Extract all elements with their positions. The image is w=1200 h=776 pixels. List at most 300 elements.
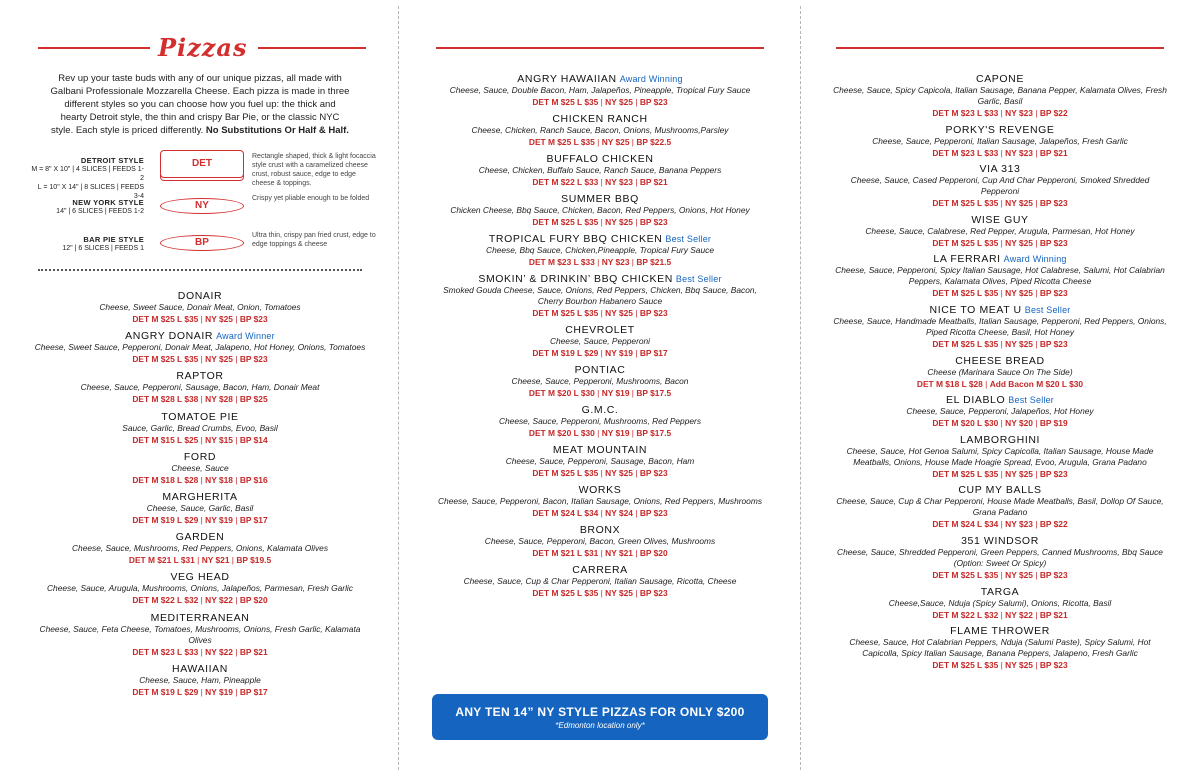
menu-item-description: Cheese, Sweet Sauce, Donair Meat, Onion, Tomatoes xyxy=(99,302,301,312)
price-option: DET M $23 L $33 xyxy=(132,646,199,657)
menu-item xyxy=(832,586,1168,621)
menu-item-description: Cheese, Sauce, Pepperoni, Sausage, Bacon, Ham xyxy=(505,456,695,466)
price-option: Add Bacon M $20 L $30 xyxy=(989,378,1084,389)
menu-item-header xyxy=(430,113,770,125)
menu-item-header xyxy=(832,625,1168,637)
menu-item-header xyxy=(30,491,370,503)
menu-item-badge: Best Seller xyxy=(1008,395,1055,406)
price-separator: | xyxy=(598,508,606,518)
round-pizza-shape-icon: NY xyxy=(160,198,244,214)
menu-item-description: Cheese, Sauce, Pepperoni, Mushrooms, Bacon xyxy=(511,376,689,386)
menu-item-price xyxy=(430,507,770,519)
price-separator: | xyxy=(629,388,637,398)
menu-item-price xyxy=(832,107,1168,119)
price-separator: | xyxy=(998,660,1006,671)
price-separator: | xyxy=(998,108,1006,118)
menu-item-description: Cheese, Sauce, Garlic, Basil xyxy=(146,502,254,513)
menu-item xyxy=(30,663,370,698)
menu-item-price xyxy=(30,474,370,486)
price-option: DET M $23 L $33 xyxy=(932,147,999,158)
price-separator: | xyxy=(1032,569,1040,580)
menu-item-name: GARDEN xyxy=(175,531,225,544)
menu-item xyxy=(430,444,770,479)
price-option: DET M $19 L $29 xyxy=(132,514,199,525)
menu-item-price xyxy=(832,468,1168,480)
price-option: NY $25 xyxy=(1005,660,1033,671)
menu-item xyxy=(430,324,770,359)
menu-item xyxy=(430,273,770,319)
price-option: DET M $25 L $35 xyxy=(132,314,199,324)
price-option: BP $23 xyxy=(239,314,268,324)
price-option: NY $22 xyxy=(205,646,233,657)
price-separator: | xyxy=(998,569,1006,580)
menu-item-header xyxy=(30,571,370,583)
menu-item-description: Cheese, Sauce, Cup & Char Pepperoni, House Made Meatballs, Basil, Dollop Of Sauce, Grana Padano xyxy=(836,496,1164,518)
menu-item-price xyxy=(430,176,770,188)
menu-item-description: Cheese, Chicken, Buffalo Sauce, Ranch Sauce, Banana Peppers xyxy=(478,165,722,175)
menu-item-description: Cheese, Sauce, Pepperoni, Mushrooms, Red Peppers xyxy=(498,416,702,426)
price-separator: | xyxy=(598,588,606,598)
crust-style-size: M = 8" X 10" | 4 SLICES | FEEDS 1-2 xyxy=(31,166,144,182)
menu-item-price xyxy=(30,313,370,325)
menu-item xyxy=(430,233,770,268)
price-option: BP $20 xyxy=(239,595,268,606)
price-option: BP $23 xyxy=(1039,660,1068,671)
price-option: NY $25 xyxy=(605,308,633,318)
crust-style-size: 14" | 6 SLICES | FEEDS 1-2 xyxy=(56,208,144,215)
price-option: DET M $25 L $35 xyxy=(932,468,999,479)
price-option: NY $23 xyxy=(605,177,633,187)
price-separator: | xyxy=(1032,609,1040,620)
crust-style-description: Crispy yet pliable enough to be folded xyxy=(252,195,370,202)
price-separator: | xyxy=(232,686,240,697)
menu-item-name: FORD xyxy=(183,450,217,463)
menu-item-price xyxy=(30,646,370,658)
price-option: DET M $25 L $35 xyxy=(532,588,599,598)
price-separator: | xyxy=(232,474,240,485)
price-separator: | xyxy=(632,217,640,227)
menu-item-header xyxy=(430,444,770,456)
menu-column-2 xyxy=(430,0,770,776)
price-separator: | xyxy=(629,428,637,438)
menu-item-price xyxy=(832,569,1168,581)
menu-item-name: CUP MY BALLS xyxy=(958,484,1042,497)
menu-item-description: Cheese, Sauce, Pepperoni, Spicy Italian Sausage, Hot Calabrese, Salumi, Hot Calabrian Peppers, Kalamata Olives, Piped Ricotta Cheese xyxy=(835,265,1165,287)
crust-style-name: NEW YORK STYLE xyxy=(72,198,144,207)
price-separator: | xyxy=(198,686,206,697)
price-option: DET M $22 L $32 xyxy=(132,595,199,606)
price-option: NY $24 xyxy=(605,508,633,518)
menu-item-header xyxy=(832,73,1168,85)
menu-item xyxy=(832,253,1168,299)
price-separator: | xyxy=(198,394,206,405)
menu-item-name: SMOKIN’ & DRINKIN’ BBQ CHICKEN xyxy=(478,273,673,285)
price-option: DET M $22 L $32 xyxy=(932,609,999,620)
menu-item-header xyxy=(832,214,1168,226)
menu-item-badge: Award Winning xyxy=(619,74,683,84)
price-option: NY $25 xyxy=(605,217,633,227)
menu-item-description: Cheese, Sauce, Pepperoni, Italian Sausage, Jalapeños, Fresh Garlic xyxy=(872,135,1128,146)
price-option: DET M $21 L $31 xyxy=(128,555,195,566)
menu-item-badge: Award Winner xyxy=(216,331,275,342)
price-separator: | xyxy=(198,354,206,365)
price-separator: | xyxy=(229,555,237,566)
promo-banner xyxy=(432,694,768,740)
menu-item-header xyxy=(832,484,1168,496)
price-option: NY $25 xyxy=(1005,288,1033,299)
menu-item-header xyxy=(832,586,1168,598)
price-separator: | xyxy=(232,394,240,405)
price-option: DET M $21 L $31 xyxy=(532,548,599,558)
price-separator: | xyxy=(598,468,606,478)
price-option: BP $23 xyxy=(639,508,668,518)
price-separator: | xyxy=(998,147,1006,158)
menu-item xyxy=(30,411,370,446)
dotted-divider xyxy=(38,269,362,271)
menu-item-badge: Best Seller xyxy=(675,274,722,284)
price-separator: | xyxy=(232,514,240,525)
price-option: NY $25 xyxy=(1005,569,1033,580)
price-separator: | xyxy=(1032,418,1040,429)
menu-item-description: Cheese, Sauce, Hot Calabrian Peppers, Nduja (Salumi Paste), Spicy Salumi, Hot Capicolla, Spicy Italian Sausage, Banana Peppers, Jalapeno, Fresh Garlic xyxy=(849,637,1151,659)
menu-item-description: Cheese, Sauce, Pepperoni, Jalapeños, Hot Honey xyxy=(906,406,1094,417)
price-option: BP $25 xyxy=(239,394,268,405)
price-option: BP $14 xyxy=(239,434,268,445)
menu-item-header xyxy=(430,233,770,245)
menu-item-price xyxy=(832,197,1168,209)
price-separator: | xyxy=(598,348,606,358)
price-separator: | xyxy=(629,137,637,147)
menu-item xyxy=(832,434,1168,480)
price-option: NY $22 xyxy=(1005,609,1033,620)
menu-item xyxy=(832,484,1168,530)
header-rule-left xyxy=(38,47,150,49)
menu-item-price xyxy=(30,554,370,566)
promo-note: *Edmonton location only* xyxy=(555,721,645,730)
menu-item xyxy=(430,153,770,188)
menu-item-description: Cheese, Bbq Sauce, Chicken,Pineapple, Tropical Fury Sauce xyxy=(486,245,714,255)
menu-item-name: BUFFALO CHICKEN xyxy=(546,153,654,165)
price-option: NY $25 xyxy=(605,97,633,107)
menu-item-name: PORKY'S REVENGE xyxy=(945,123,1055,136)
price-separator: | xyxy=(598,217,606,227)
menu-item xyxy=(430,113,770,148)
price-option: BP $23 xyxy=(639,97,668,107)
menu-item-header xyxy=(832,163,1168,175)
price-separator: | xyxy=(194,555,202,566)
menu-item-price xyxy=(30,594,370,606)
price-separator: | xyxy=(198,314,206,324)
menu-item-name: MEAT MOUNTAIN xyxy=(552,444,648,456)
price-option: NY $15 xyxy=(205,434,233,445)
price-option: DET M $20 L $30 xyxy=(932,418,999,429)
price-separator: | xyxy=(232,595,240,606)
menu-item-price xyxy=(832,378,1168,390)
price-separator: | xyxy=(982,378,990,389)
price-option: NY $25 xyxy=(205,314,233,324)
menu-item xyxy=(430,484,770,519)
menu-item-price xyxy=(832,338,1168,350)
menu-item-header xyxy=(832,535,1168,547)
detroit-pizza-shape-icon: DET xyxy=(160,150,244,178)
price-option: NY $25 xyxy=(605,468,633,478)
menu-item-name: CARRERA xyxy=(572,564,628,576)
menu-item-name: ANGRY HAWAIIAN xyxy=(517,73,617,85)
price-option: BP $16 xyxy=(239,474,268,485)
menu-item-badge: Best Seller xyxy=(665,234,712,244)
menu-item-header xyxy=(430,404,770,416)
menu-item-header xyxy=(832,124,1168,136)
price-separator: | xyxy=(632,588,640,598)
menu-item-description: Sauce, Garlic, Bread Crumbs, Evoo, Basil xyxy=(122,422,278,433)
price-separator: | xyxy=(1032,468,1040,479)
menu-item-description: Cheese, Sauce, Shredded Pepperoni, Green Peppers, Canned Mushrooms, Bbq Sauce (Option: Sweet Or Spicy) xyxy=(837,546,1163,568)
price-option: BP $17 xyxy=(239,686,268,697)
menu-item xyxy=(832,355,1168,390)
price-option: BP $23 xyxy=(639,217,668,227)
menu-item xyxy=(832,73,1168,119)
menu-item-description: Cheese, Sauce, Pepperoni, Bacon, Green Olives, Mushrooms xyxy=(484,536,716,546)
price-option: NY $19 xyxy=(205,514,233,525)
price-option: BP $21 xyxy=(1039,609,1068,620)
crust-style-description: Rectangle shaped, thick & light focaccia style crust with a caramelized cheese crust, robust sauce, edge to edge cheese & toppings. xyxy=(252,153,376,187)
menu-item-header xyxy=(30,451,370,463)
price-option: BP $17 xyxy=(639,348,668,358)
price-separator: | xyxy=(632,548,640,558)
menu-item-header xyxy=(430,73,770,85)
price-option: DET M $22 L $33 xyxy=(532,177,599,187)
menu-item xyxy=(832,394,1168,429)
price-separator: | xyxy=(1032,147,1040,158)
price-option: NY $23 xyxy=(1005,519,1033,530)
crust-style-size: 12" | 6 SLICES | FEEDS 1 xyxy=(62,245,144,252)
price-option: DET M $19 L $29 xyxy=(132,686,199,697)
price-option: NY $21 xyxy=(201,555,230,566)
price-option: BP $23 xyxy=(1039,237,1068,248)
price-option: NY $19 xyxy=(205,686,233,697)
price-option: NY $25 xyxy=(601,137,630,147)
menu-item xyxy=(30,451,370,486)
menu-item-description: Cheese,Sauce, Nduja (Spicy Salumi), Onions, Ricotta, Basil xyxy=(888,597,1112,608)
price-separator: | xyxy=(1032,660,1040,671)
price-option: BP $21 xyxy=(239,646,268,657)
menu-item-price xyxy=(430,467,770,479)
menu-item-description: Cheese, Sauce, Cup & Char Pepperoni, Italian Sausage, Ricotta, Cheese xyxy=(463,576,737,586)
menu-item-header xyxy=(430,193,770,205)
menu-item-description: Smoked Gouda Cheese, Sauce, Onions, Red Peppers, Chicken, Bbq Sauce, Bacon, Cherry Bourbon Habanero Sauce xyxy=(443,285,757,306)
price-option: BP $23 xyxy=(1039,468,1068,479)
price-option: DET M $25 L $35 xyxy=(532,217,599,227)
menu-item xyxy=(30,290,370,325)
menu-item-header xyxy=(832,304,1168,316)
price-option: BP $22 xyxy=(1039,108,1068,118)
price-option: DET M $20 L $30 xyxy=(528,388,595,398)
price-option: NY $25 xyxy=(1005,338,1033,349)
price-option: NY $20 xyxy=(1005,418,1033,429)
price-separator: | xyxy=(198,434,206,445)
menu-item xyxy=(832,535,1168,581)
menu-item-header xyxy=(30,612,370,624)
menu-item-price xyxy=(430,427,770,439)
price-option: BP $22 xyxy=(1039,519,1068,530)
menu-item-price xyxy=(832,237,1168,249)
price-option: NY $22 xyxy=(205,595,233,606)
menu-item-description: Cheese, Sauce, Arugula, Mushrooms, Onions, Jalapeños, Parmesan, Fresh Garlic xyxy=(47,583,353,594)
price-separator: | xyxy=(632,97,640,107)
price-option: DET M $25 L $35 xyxy=(528,137,595,147)
price-separator: | xyxy=(598,548,606,558)
price-separator: | xyxy=(998,338,1006,349)
menu-item xyxy=(430,524,770,559)
price-option: DET M $25 L $35 xyxy=(932,338,999,349)
menu-item xyxy=(30,531,370,566)
menu-item-header xyxy=(430,273,770,285)
price-option: BP $23 xyxy=(1039,198,1068,209)
menu-item-price xyxy=(430,347,770,359)
menu-item-price xyxy=(430,96,770,108)
menu-item-header xyxy=(30,531,370,543)
menu-item-name: VIA 313 xyxy=(979,163,1021,176)
menu-item-name: DONAIR xyxy=(177,290,223,302)
menu-item-name: TOMATOE PIE xyxy=(161,410,239,423)
menu-item-price xyxy=(430,547,770,559)
price-option: BP $23 xyxy=(1039,288,1068,299)
menu-item-description: Cheese, Sauce, Feta Cheese, Tomatoes, Mushrooms, Onions, Fresh Garlic, Kalamata Olives xyxy=(39,623,361,645)
menu-item-description: Cheese (Marinara Sauce On The Side) xyxy=(927,366,1073,377)
price-separator: | xyxy=(632,508,640,518)
menu-item-price xyxy=(30,434,370,446)
price-option: DET M $23 L $33 xyxy=(528,257,595,267)
menu-item xyxy=(30,612,370,658)
menu-item-name: TROPICAL FURY BBQ CHICKEN xyxy=(488,233,663,245)
menu-item-price xyxy=(430,216,770,228)
menu-item-description: Cheese, Sauce, Spicy Capicola, Italian Sausage, Banana Pepper, Kalamata Olives, Fresh Garlic, Basil xyxy=(833,85,1167,106)
menu-item-name: CHEVROLET xyxy=(565,324,635,336)
menu-item-name: WORKS xyxy=(578,484,622,496)
price-option: BP $23 xyxy=(639,588,668,598)
menu-item-badge: Best Seller xyxy=(1024,304,1071,315)
price-separator: | xyxy=(632,468,640,478)
price-option: DET M $20 L $30 xyxy=(528,428,595,438)
round-pizza-shape-icon: BP xyxy=(160,235,244,251)
menu-item-price xyxy=(832,609,1168,621)
menu-item-name: RAPTOR xyxy=(176,370,224,383)
menu-item-header xyxy=(832,355,1168,367)
menu-item-price xyxy=(832,518,1168,530)
price-option: NY $25 xyxy=(205,354,233,365)
menu-item-header xyxy=(430,524,770,536)
crust-style-name: BAR PIE STYLE xyxy=(83,235,144,244)
intro-note: No Substitutions Or Half & Half. xyxy=(205,125,349,136)
menu-item-price xyxy=(832,287,1168,299)
price-option: DET M $25 L $35 xyxy=(932,660,999,671)
menu-column-3 xyxy=(832,0,1168,776)
menu-item-description: Chicken Cheese, Bbq Sauce, Chicken, Bacon, Red Peppers, Onions, Hot Honey xyxy=(450,205,750,215)
price-option: BP $23 xyxy=(1039,569,1068,580)
menu-item-description: Cheese, Sauce, Calabrese, Red Pepper, Arugula, Parmesan, Hot Honey xyxy=(865,225,1135,236)
price-separator: | xyxy=(598,308,606,318)
price-option: NY $23 xyxy=(1005,147,1033,158)
price-option: BP $23 xyxy=(239,354,268,365)
menu-item-header xyxy=(30,290,370,302)
price-option: DET M $25 L $35 xyxy=(932,198,999,209)
price-option: BP $19.5 xyxy=(236,555,272,566)
menu-item xyxy=(832,625,1168,671)
menu-item-price xyxy=(430,387,770,399)
menu-item-name: LA FERRARI xyxy=(933,253,1001,266)
price-separator: | xyxy=(632,348,640,358)
menu-item-price xyxy=(30,393,370,405)
price-separator: | xyxy=(1032,198,1040,209)
price-option: NY $19 xyxy=(605,348,633,358)
menu-item-header xyxy=(430,484,770,496)
price-option: DET M $25 L $35 xyxy=(532,468,599,478)
crust-style-label xyxy=(62,235,144,253)
price-option: BP $20 xyxy=(639,548,668,558)
price-option: DET M $25 L $35 xyxy=(532,308,599,318)
price-separator: | xyxy=(232,434,240,445)
menu-item-name: PONTIAC xyxy=(574,364,626,376)
price-option: DET M $19 L $29 xyxy=(532,348,599,358)
price-separator: | xyxy=(1032,108,1040,118)
menu-item-name: FLAME THROWER xyxy=(950,625,1050,638)
menu-item xyxy=(30,330,370,365)
price-separator: | xyxy=(598,97,606,107)
menu-item-price xyxy=(430,256,770,268)
price-option: NY $23 xyxy=(1005,108,1033,118)
menu-item-description: Cheese, Sauce, Hot Genoa Salumi, Spicy Capicolla, Italian Sausage, House Made Meatballs, Onions, House Made Hoagie Spread, Evoo, Arugula, Grana Padano xyxy=(846,445,1154,467)
menu-item xyxy=(430,73,770,108)
price-separator: | xyxy=(232,646,240,657)
menu-item xyxy=(30,491,370,526)
price-option: NY $25 xyxy=(605,588,633,598)
price-separator: | xyxy=(998,288,1006,299)
price-separator: | xyxy=(1032,237,1040,248)
price-option: NY $28 xyxy=(205,394,233,405)
price-separator: | xyxy=(594,388,602,398)
menu-item xyxy=(832,124,1168,159)
menu-item-header xyxy=(832,434,1168,446)
menu-item-header xyxy=(832,394,1168,406)
menu-item-name: SUMMER BBQ xyxy=(561,193,639,205)
price-separator: | xyxy=(232,354,240,365)
menu-item xyxy=(832,214,1168,249)
price-option: NY $21 xyxy=(605,548,633,558)
menu-item-description: Cheese, Sauce, Pepperoni, Sausage, Bacon, Ham, Donair Meat xyxy=(80,382,320,393)
crust-style-label xyxy=(30,156,144,201)
price-separator: | xyxy=(998,519,1006,530)
price-option: DET M $25 L $35 xyxy=(932,288,999,299)
menu-item xyxy=(30,571,370,606)
price-option: NY $25 xyxy=(1005,237,1033,248)
menu-item-price xyxy=(30,353,370,365)
price-option: NY $23 xyxy=(601,257,630,267)
price-separator: | xyxy=(594,257,602,267)
price-option: DET M $25 L $35 xyxy=(132,354,199,365)
price-option: BP $17 xyxy=(239,514,268,525)
menu-item-description: Cheese, Sauce xyxy=(171,462,229,473)
crust-style-description: Ultra thin, crispy pan fried crust, edge to edge toppings & cheese xyxy=(252,232,376,248)
price-separator: | xyxy=(629,257,637,267)
price-option: BP $19 xyxy=(1039,418,1068,429)
menu-item xyxy=(30,370,370,405)
price-separator: | xyxy=(998,418,1006,429)
menu-item-price xyxy=(832,147,1168,159)
price-separator: | xyxy=(198,646,206,657)
menu-item-description: Cheese, Sauce, Ham, Pineapple xyxy=(139,674,261,685)
menu-item-name: MARGHERITA xyxy=(162,490,238,503)
column-divider-left xyxy=(398,6,399,770)
